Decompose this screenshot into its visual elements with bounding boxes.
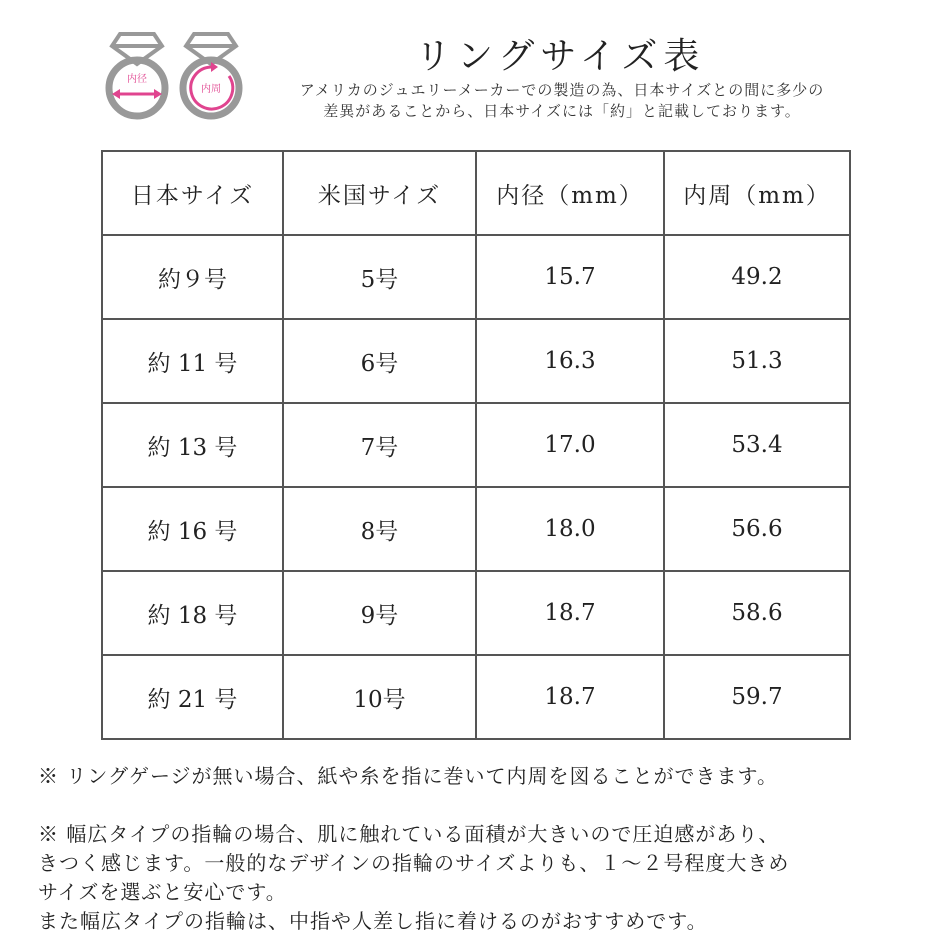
ring-diameter-icon xyxy=(102,30,172,120)
cell-japan-size: 約 13 号 xyxy=(102,403,283,487)
diameter-icon-label: 内径 xyxy=(127,74,147,85)
table-row xyxy=(102,319,850,403)
cell-japan-size: 約９号 xyxy=(102,235,283,319)
cell-us-size: 9号 xyxy=(283,571,476,655)
cell-inner-circumference: 53.4 xyxy=(664,403,850,487)
cell-us-size: 5号 xyxy=(283,235,476,319)
cell-japan-size: 約 16 号 xyxy=(102,487,283,571)
cell-inner-diameter: 18.7 xyxy=(476,571,664,655)
note-wide-line-1: ※ 幅広タイプの指輪の場合、肌に触れている面積が大きいので圧迫感があり、 xyxy=(38,822,780,846)
cell-inner-diameter: 16.3 xyxy=(476,319,664,403)
circumference-icon-label: 内周 xyxy=(201,84,221,95)
note-wide-line-2: きつく感じます。一般的なデザインの指輪のサイズよりも、１～２号程度大きめ xyxy=(38,851,790,875)
cell-inner-circumference: 58.6 xyxy=(664,571,850,655)
page-title: リングサイズ表 xyxy=(415,36,706,77)
cell-us-size: 10号 xyxy=(283,655,476,739)
subtitle-line-1: アメリカのジュエリーメーカーでの製造の為、日本サイズとの間に多少の xyxy=(299,81,825,99)
header-inner-circumference: 内周（mm） xyxy=(664,151,850,235)
ring-circumference-icon xyxy=(176,30,246,120)
cell-inner-circumference: 49.2 xyxy=(664,235,850,319)
cell-us-size: 6号 xyxy=(283,319,476,403)
cell-japan-size: 約 18 号 xyxy=(102,571,283,655)
cell-inner-diameter: 18.0 xyxy=(476,487,664,571)
table-row xyxy=(102,487,850,571)
cell-us-size: 8号 xyxy=(283,487,476,571)
ring-size-table xyxy=(101,150,851,740)
note-wide-line-3: サイズを選ぶと安心です。 xyxy=(38,880,287,904)
header-us-size: 米国サイズ xyxy=(283,151,476,235)
note-recommend: また幅広タイプの指輪は、中指や人差し指に着けるのがおすすめです。 xyxy=(38,909,708,933)
cell-japan-size: 約 11 号 xyxy=(102,319,283,403)
cell-japan-size: 約 21 号 xyxy=(102,655,283,739)
cell-inner-diameter: 17.0 xyxy=(476,403,664,487)
note-ring-gauge: ※ リングゲージが無い場合、紙や糸を指に巻いて内周を図ることができます。 xyxy=(38,764,778,788)
subtitle-line-2: 差異があることから、日本サイズには「約」と記載しております。 xyxy=(323,102,801,120)
header-japan-size: 日本サイズ xyxy=(102,151,283,235)
header-inner-diameter: 内径（mm） xyxy=(476,151,664,235)
page-subtitle xyxy=(252,80,872,122)
cell-us-size: 7号 xyxy=(283,403,476,487)
cell-inner-circumference: 59.7 xyxy=(664,655,850,739)
cell-inner-circumference: 56.6 xyxy=(664,487,850,571)
notes-section xyxy=(38,762,928,936)
cell-inner-diameter: 18.7 xyxy=(476,655,664,739)
table-row xyxy=(102,403,850,487)
table-header-row xyxy=(102,151,850,235)
cell-inner-circumference: 51.3 xyxy=(664,319,850,403)
table-row xyxy=(102,235,850,319)
cell-inner-diameter: 15.7 xyxy=(476,235,664,319)
table-row xyxy=(102,655,850,739)
table-row xyxy=(102,571,850,655)
